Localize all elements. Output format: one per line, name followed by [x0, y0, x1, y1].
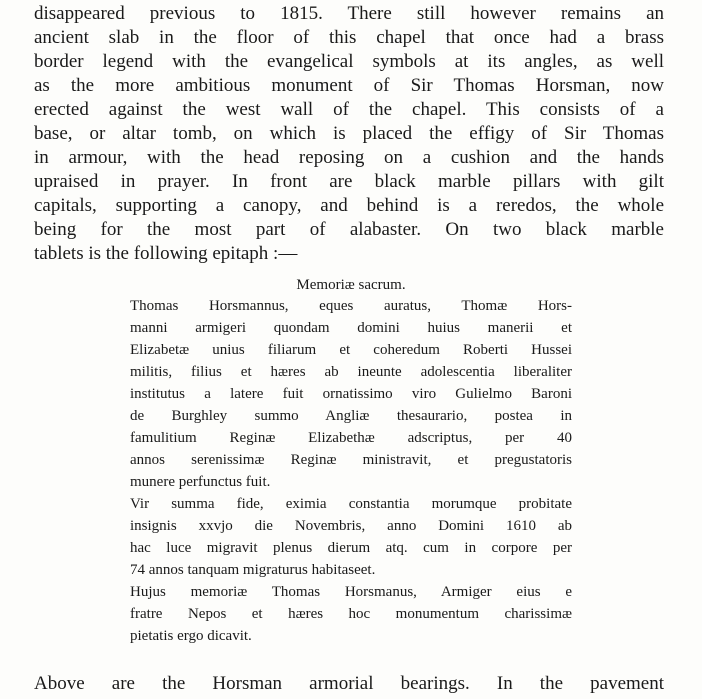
body-line: Above are the Horsman armorial bearings. In the pavement: [34, 673, 664, 694]
epitaph-line: de Burghley summo Angliæ thesaurario, postea in: [130, 408, 572, 424]
epitaph-line: annos serenissimæ Reginæ ministravit, et pregustatoris: [130, 452, 572, 468]
epitaph-line: 74 annos tanquam migraturus habitaseet.: [130, 562, 376, 578]
body-line: being for the most part of alabaster. On two black marble: [34, 219, 664, 240]
body-line: erected against the west wall of the chapel. This consists of a: [34, 99, 664, 120]
epitaph-line: famulitium Reginæ Elizabethæ adscriptus, per 40: [130, 430, 572, 446]
body-line: base, or altar tomb, on which is placed the effigy of Sir Thomas: [34, 123, 664, 144]
epitaph-line: Thomas Horsmannus, eques auratus, Thomæ Hors-: [130, 298, 572, 314]
body-line: disappeared previous to 1815. There still however remains an: [34, 3, 664, 24]
epitaph-line: Vir summa fide, eximia constantia morumque probitate: [130, 496, 572, 512]
body-line: in armour, with the head reposing on a cushion and the hands: [34, 147, 664, 168]
epitaph-line: hac luce migravit plenus dierum atq. cum in corpore per: [130, 540, 572, 556]
epitaph-line: manni armigeri quondam domini huius manerii et: [130, 320, 572, 336]
body-line: tablets is the following epitaph :—: [34, 243, 298, 264]
epitaph-line: militis, filius et hæres ab ineunte adolescentia liberaliter: [130, 364, 572, 380]
epitaph-line: pietatis ergo dicavit.: [130, 628, 252, 644]
epitaph-line: munere perfunctus fuit.: [130, 474, 271, 490]
body-line: as the more ambitious monument of Sir Thomas Horsman, now: [34, 75, 664, 96]
epitaph-line: insignis xxvjo die Novembris, anno Domini 1610 ab: [130, 518, 572, 534]
body-line: ancient slab in the floor of this chapel that once had a brass: [34, 27, 664, 48]
epitaph-title: Memoriæ sacrum.: [296, 277, 406, 293]
body-line: upraised in prayer. In front are black marble pillars with gilt: [34, 171, 664, 192]
body-line: capitals, supporting a canopy, and behind is a reredos, the whole: [34, 195, 664, 216]
epitaph-line: fratre Nepos et hæres hoc monumentum charissimæ: [130, 606, 572, 622]
epitaph-line: institutus a latere fuit ornatissimo viro Gulielmo Baroni: [130, 386, 572, 402]
body-line: border legend with the evangelical symbols at its angles, as well: [34, 51, 664, 72]
epitaph-line: Elizabetæ unius filiarum et coheredum Roberti Hussei: [130, 342, 572, 358]
epitaph-line: Hujus memoriæ Thomas Horsmanus, Armiger eius e: [130, 584, 572, 600]
